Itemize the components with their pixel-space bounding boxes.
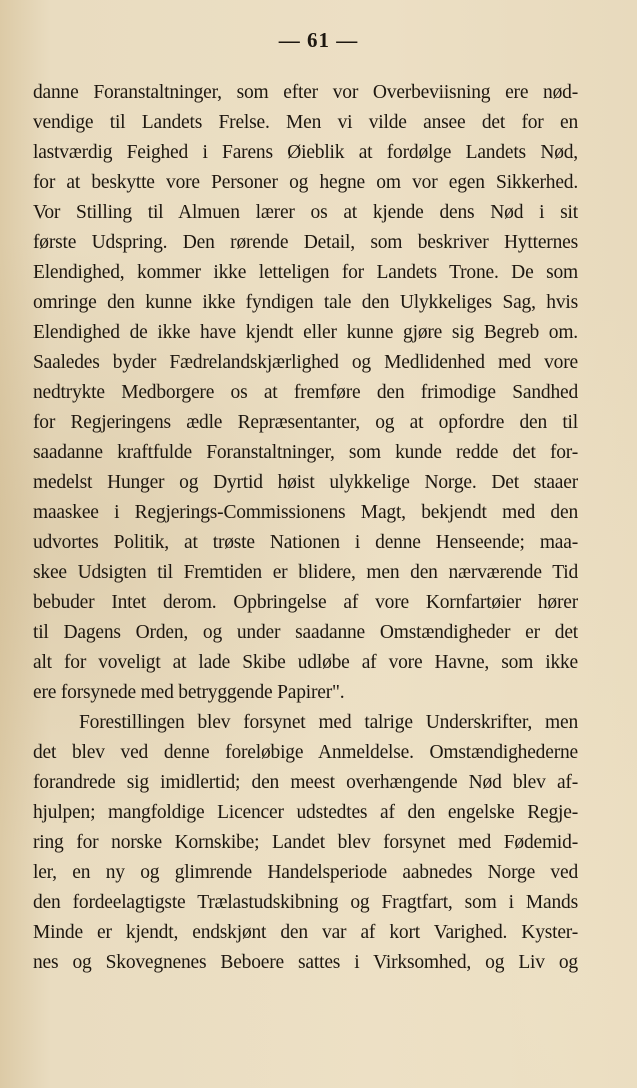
text-line: Vor Stilling til Almuen lærer os at kjende dens Nød i sit — [33, 202, 578, 223]
text-line: saadanne kraftfulde Foranstaltninger, som kunde redde det for- — [33, 442, 578, 463]
text-line: skee Udsigten til Fremtiden er blidere, men den nærværende Tid — [33, 562, 578, 583]
text-line: for at beskytte vore Personer og hegne om vor egen Sikkerhed. — [33, 172, 578, 193]
text-line: maaskee i Regjerings-Commissionens Magt, bekjendt med den — [33, 502, 578, 523]
text-line: nedtrykte Medborgere os at fremføre den frimodige Sandhed — [33, 382, 578, 403]
text-line: forandrede sig imidlertid; den meest overhængende Nød blev af- — [33, 772, 578, 793]
text-line: danne Foranstaltninger, som efter vor Overbeviisning ere nød- — [33, 82, 578, 103]
text-line: Elendighed, kommer ikke letteligen for Landets Trone. De som — [33, 262, 578, 283]
text-line: det blev ved denne foreløbige Anmeldelse. Omstændighederne — [33, 742, 578, 763]
text-line: bebuder Intet derom. Opbringelse af vore Kornfartøier hører — [33, 592, 578, 613]
text-line: den fordeelagtigste Trælastudskibning og Fragtfart, som i Mands — [33, 892, 578, 913]
paragraph-1 — [33, 78, 578, 708]
text-line: for Regjeringens ædle Repræsentanter, og at opfordre den til — [33, 412, 578, 433]
text-line: hjulpen; mangfoldige Licencer udstedtes af den engelske Regje- — [33, 802, 578, 823]
text-line: ring for norske Kornskibe; Landet blev forsynet med Fødemid- — [33, 832, 578, 853]
text-line: Forestillingen blev forsynet med talrige Underskrifter, men — [79, 712, 578, 733]
text-line: Saaledes byder Fædrelandskjærlighed og Medlidenhed med vore — [33, 352, 578, 373]
text-line: alt for voveligt at lade Skibe udløbe af vore Havne, som ikke — [33, 652, 578, 673]
text-line: første Udspring. Den rørende Detail, som beskriver Hytternes — [33, 232, 578, 253]
text-line: ere forsynede med betryggende Papirer". — [33, 682, 345, 703]
paragraph-2 — [33, 708, 578, 978]
text-line: ler, en ny og glimrende Handelsperiode aabnedes Norge ved — [33, 862, 578, 883]
text-line: medelst Hunger og Dyrtid høist ulykkelige Norge. Det staaer — [33, 472, 578, 493]
text-line: til Dagens Orden, og under saadanne Omstændigheder er det — [33, 622, 578, 643]
text-line: omringe den kunne ikke fyndigen tale den Ulykkeliges Sag, hvis — [33, 292, 578, 313]
text-line: Minde er kjendt, endskjønt den var af kort Varighed. Kyster- — [33, 922, 578, 943]
text-line: Elendighed de ikke have kjendt eller kunne gjøre sig Begreb om. — [33, 322, 578, 343]
text-line: nes og Skovegnenes Beboere sattes i Virksomhed, og Liv og — [33, 952, 578, 973]
text-line: udvortes Politik, at trøste Nationen i denne Henseende; maa- — [33, 532, 578, 553]
body-text — [33, 78, 578, 978]
text-line: vendige til Landets Frelse. Men vi vilde ansee det for en — [33, 112, 578, 133]
text-line: lastværdig Feighed i Farens Øieblik at fordølge Landets Nød, — [33, 142, 578, 163]
page-number: — 61 — — [278, 28, 359, 52]
